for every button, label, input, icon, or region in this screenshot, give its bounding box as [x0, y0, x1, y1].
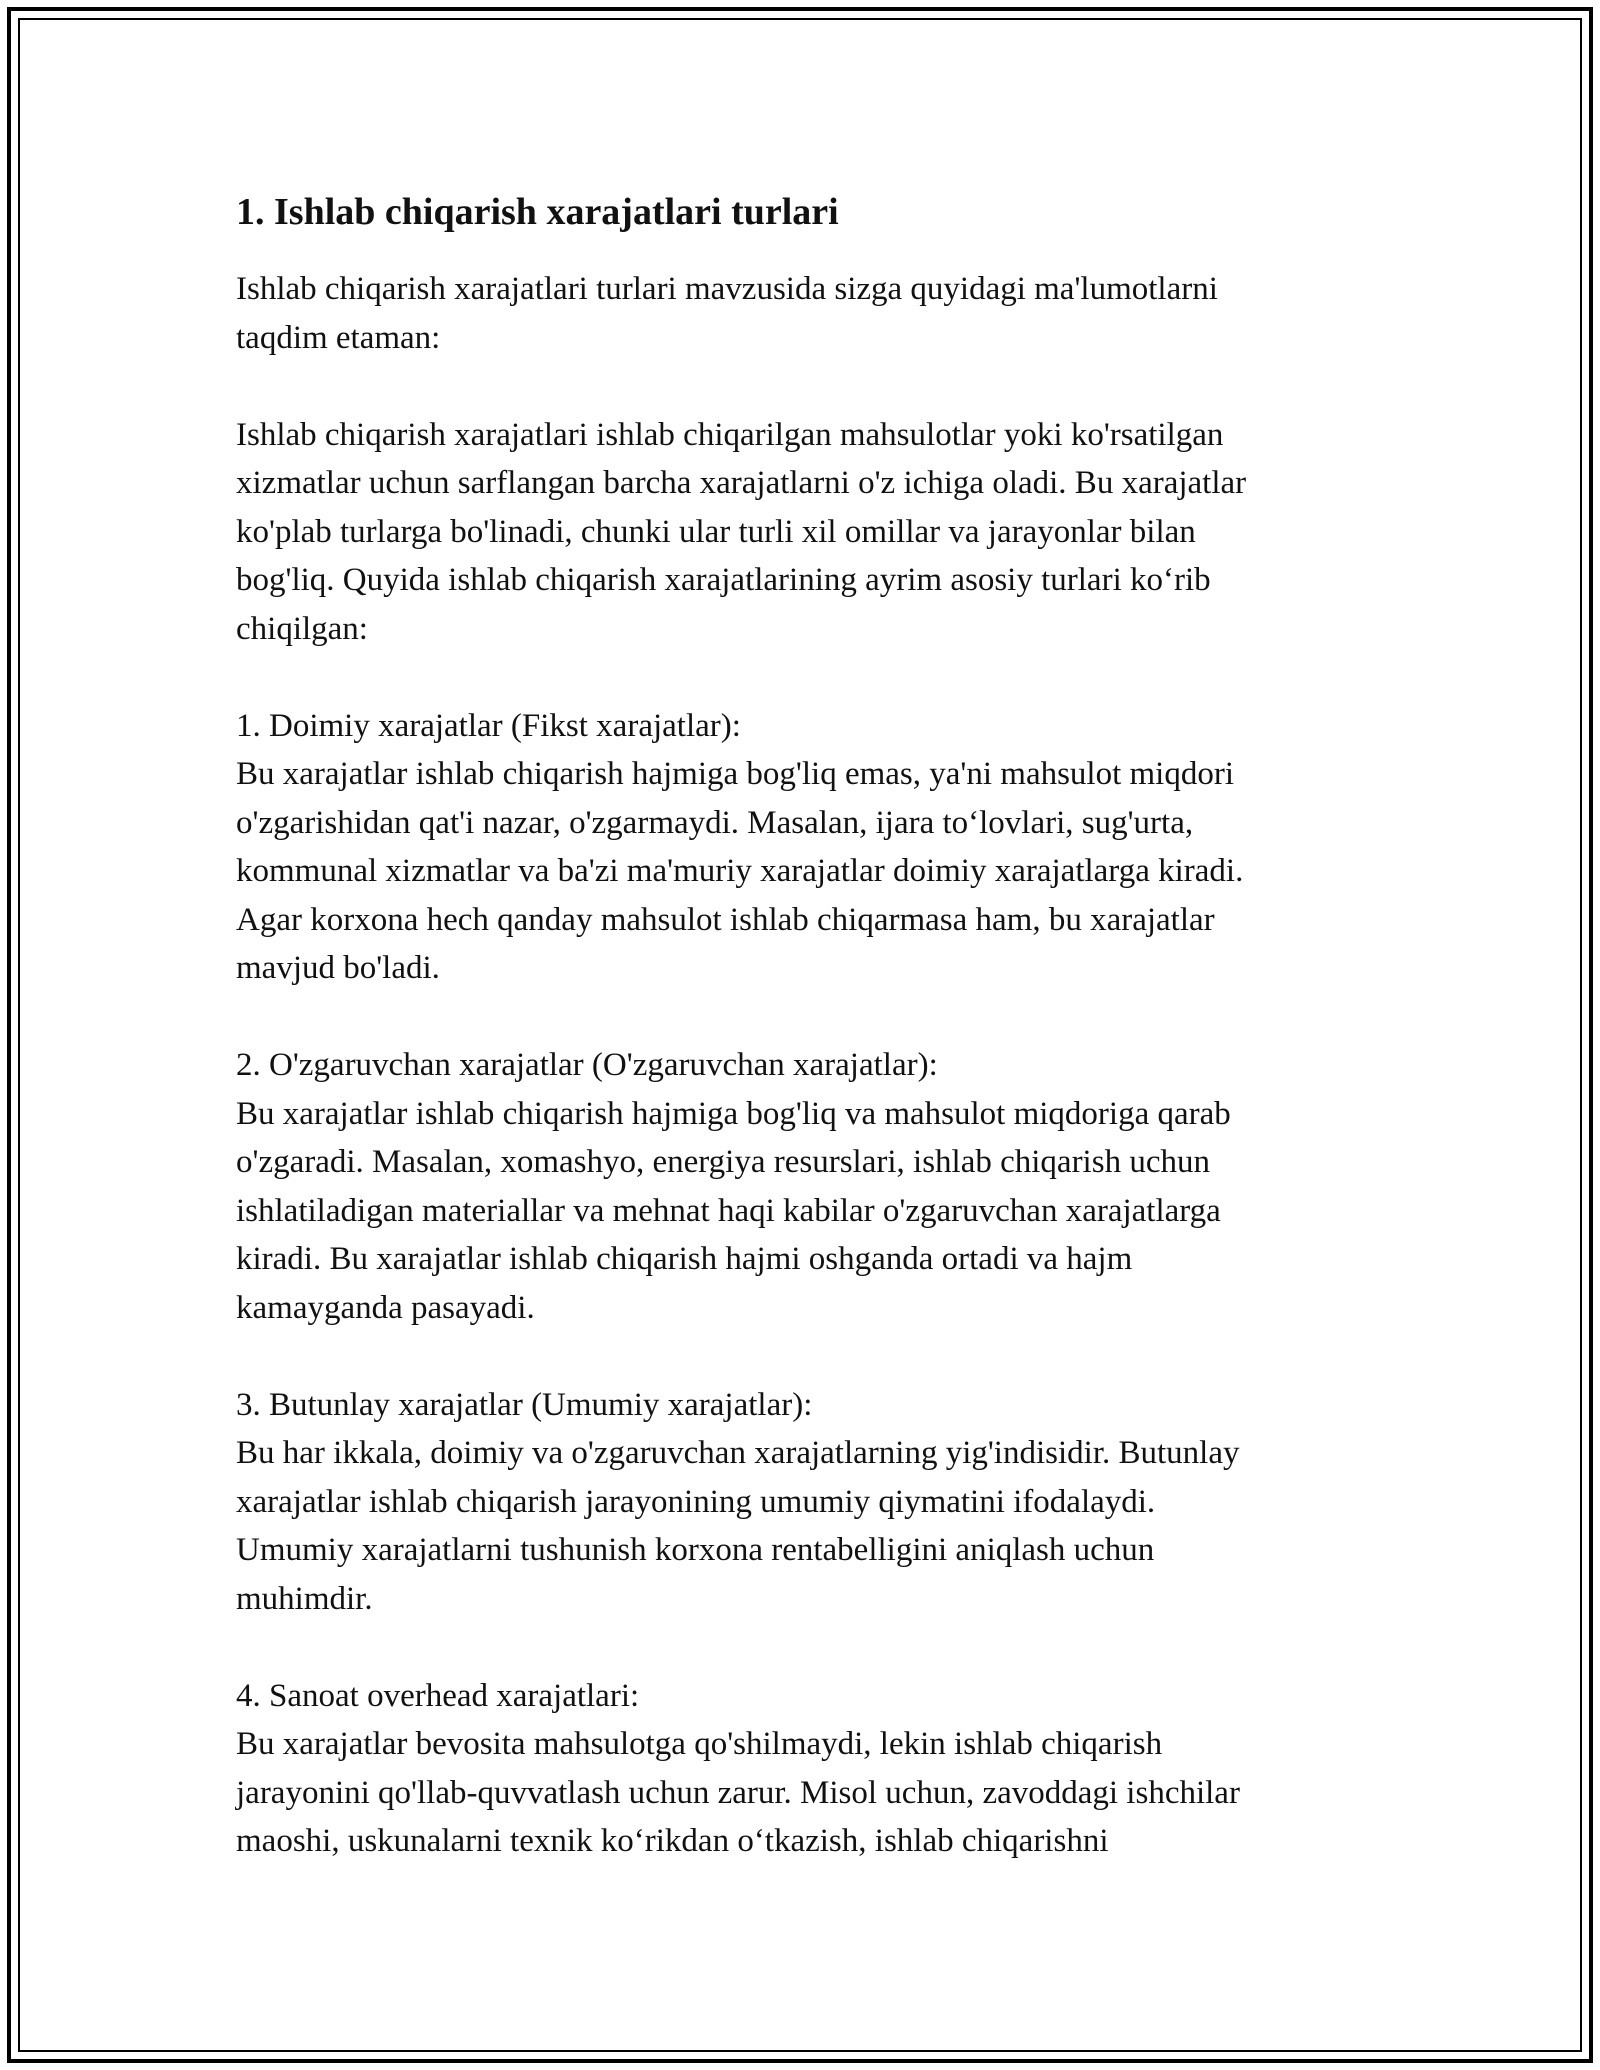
section-heading: 1. Ishlab chiqarish xarajatlari turlari — [236, 191, 839, 233]
total-costs-paragraph: 3. Butunlay xarajatlar (Umumiy xarajatlar): Bu har ikkala, doimiy va o'zgaruvchan xarajatlarning yig'indisidir. Butunlay xarajatlar ishlab chiqarish jarayonining umumiy qiymatini ifodalaydi. Umumiy xarajatlarni tushunish korxona rentabelligini aniqlash uchun muhimdir. — [236, 1386, 1240, 1617]
intro-paragraph: Ishlab chiqarish xarajatlari turlari mavzusida sizga quyidagi ma'lumotlarni taqdim etaman: — [236, 271, 1218, 356]
overhead-costs-paragraph: 4. Sanoat overhead xarajatlari: Bu xarajatlar bevosita mahsulotga qo'shilmaydi, lekin ishlab chiqarish jarayonini qo'llab-quvvatlash uchun zarur. Misol uchun, zavoddagi ishchilar maoshi, uskunalarni texnik ko‘rikdan o‘tkazish, ishlab chiqarishni — [236, 1677, 1240, 1859]
overview-paragraph: Ishlab chiqarish xarajatlari ishlab chiqarilgan mahsulotlar yoki ko'rsatilgan xizmatlar uchun sarflangan barcha xarajatlarni o'z ichiga oladi. Bu xarajatlar ko'plab turlarga bo'linadi, chunki ular turli xil omillar va jarayonlar bilan bog'liq. Quyida ishlab chiqarish xarajatlarining ayrim asosiy turlari ko‘rib chiqilgan: — [236, 416, 1247, 647]
variable-costs-paragraph: 2. O'zgaruvchan xarajatlar (O'zgaruvchan xarajatlar): Bu xarajatlar ishlab chiqarish hajmiga bog'liq va mahsulot miqdoriga qarab o'zgaradi. Masalan, xomashyo, energiya resurslari, ishlab chiqarish uchun ishlatiladigan materiallar va mehnat haqi kabilar o'zgaruvchan xarajatlarga kiradi. Bu xarajatlar ishlab chiqarish hajmi oshganda ortadi va hajm kamayganda pasayadi. — [236, 1047, 1231, 1326]
document-body — [236, 183, 1366, 1914]
fixed-costs-paragraph: 1. Doimiy xarajatlar (Fikst xarajatlar): Bu xarajatlar ishlab chiqarish hajmiga bog'liq emas, ya'ni mahsulot miqdori o'zgarishidan qat'i nazar, o'zgarmaydi. Masalan, ijara to‘lovlari, sug'urta, kommunal xizmatlar va ba'zi ma'muriy xarajatlar doimiy xarajatlarga kiradi. Agar korxona hech qanday mahsulot ishlab chiqarmasa ham, bu xarajatlar mavjud bo'ladi. — [236, 707, 1244, 986]
